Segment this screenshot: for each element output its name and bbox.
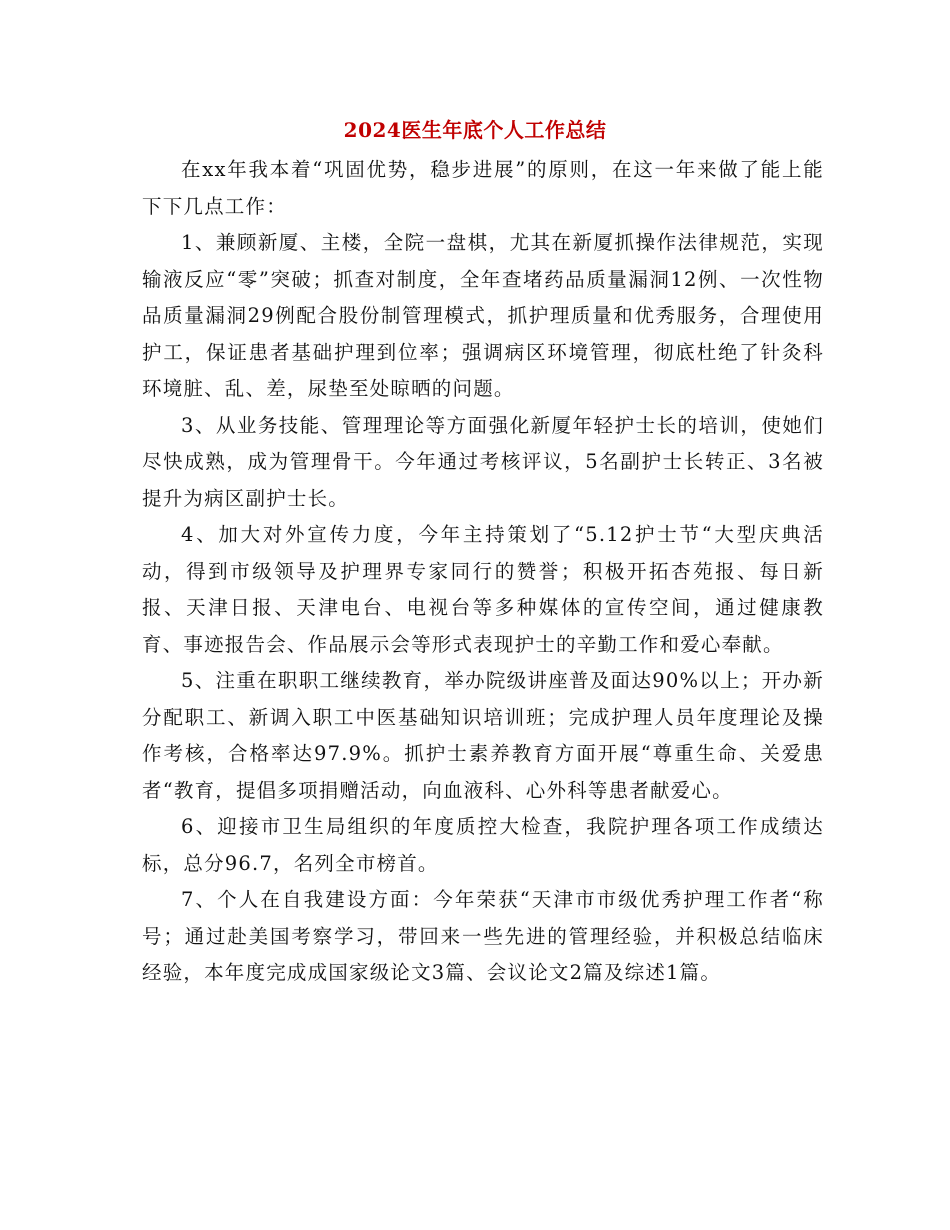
document-title: 2024医生年底个人工作总结 (343, 118, 607, 142)
document-body (142, 152, 824, 992)
paragraph-item-5: 5、注重在职职工继续教育，举办院级讲座普及面达90%以上；开办新分配职工、新调入职工中医基础知识培训班；完成护理人员年度理论及操作考核，合格率达97.9%。抓护士素养教育方面开展“尊重生命、关爱患者“教育，提倡多项捐赠活动，向血液科、心外科等患者献爱心。 (142, 669, 824, 802)
paragraph-item-7: 7、个人在自我建设方面：今年荣获“天津市市级优秀护理工作者“称号；通过赴美国考察学习，带回来一些先进的管理经验，并积极总结临床经验，本年度完成成国家级论文3篇、会议论文2篇及综述1篇。 (142, 888, 824, 984)
paragraph-item-6: 6、迎接市卫生局组织的年度质控大检查，我院护理各项工作成绩达标，总分96.7，名列全市榜首。 (142, 815, 824, 875)
paragraph-item-4: 4、加大对外宣传力度，今年主持策划了“5.12护士节“大型庆典活动，得到市级领导及护理界专家同行的赞誉；积极开拓杏苑报、每日新报、天津日报、天津电台、电视台等多种媒体的宣传空间，通过健康教育、事迹报告会、作品展示会等形式表现护士的辛勤工作和爱心奉献。 (142, 523, 824, 656)
paragraph-item-1: 1、兼顾新厦、主楼，全院一盘棋，尤其在新厦抓操作法律规范，实现输液反应“零”突破；抓查对制度，全年查堵药品质量漏洞12例、一次性物品质量漏洞29例配合股份制管理模式，抓护理质量和优秀服务，合理使用护工，保证患者基础护理到位率；强调病区环境管理，彻底杜绝了针灸科环境脏、乱、差，尿垫至处晾晒的问题。 (142, 231, 824, 400)
paragraph-intro: 在xx年我本着“巩固优势，稳步进展”的原则，在这一年来做了能上能下下几点工作： (142, 158, 824, 218)
paragraph-item-3: 3、从业务技能、管理理论等方面强化新厦年轻护士长的培训，使她们尽快成熟，成为管理骨干。今年通过考核评议，5名副护士长转正、3名被提升为病区副护士长。 (142, 413, 824, 510)
